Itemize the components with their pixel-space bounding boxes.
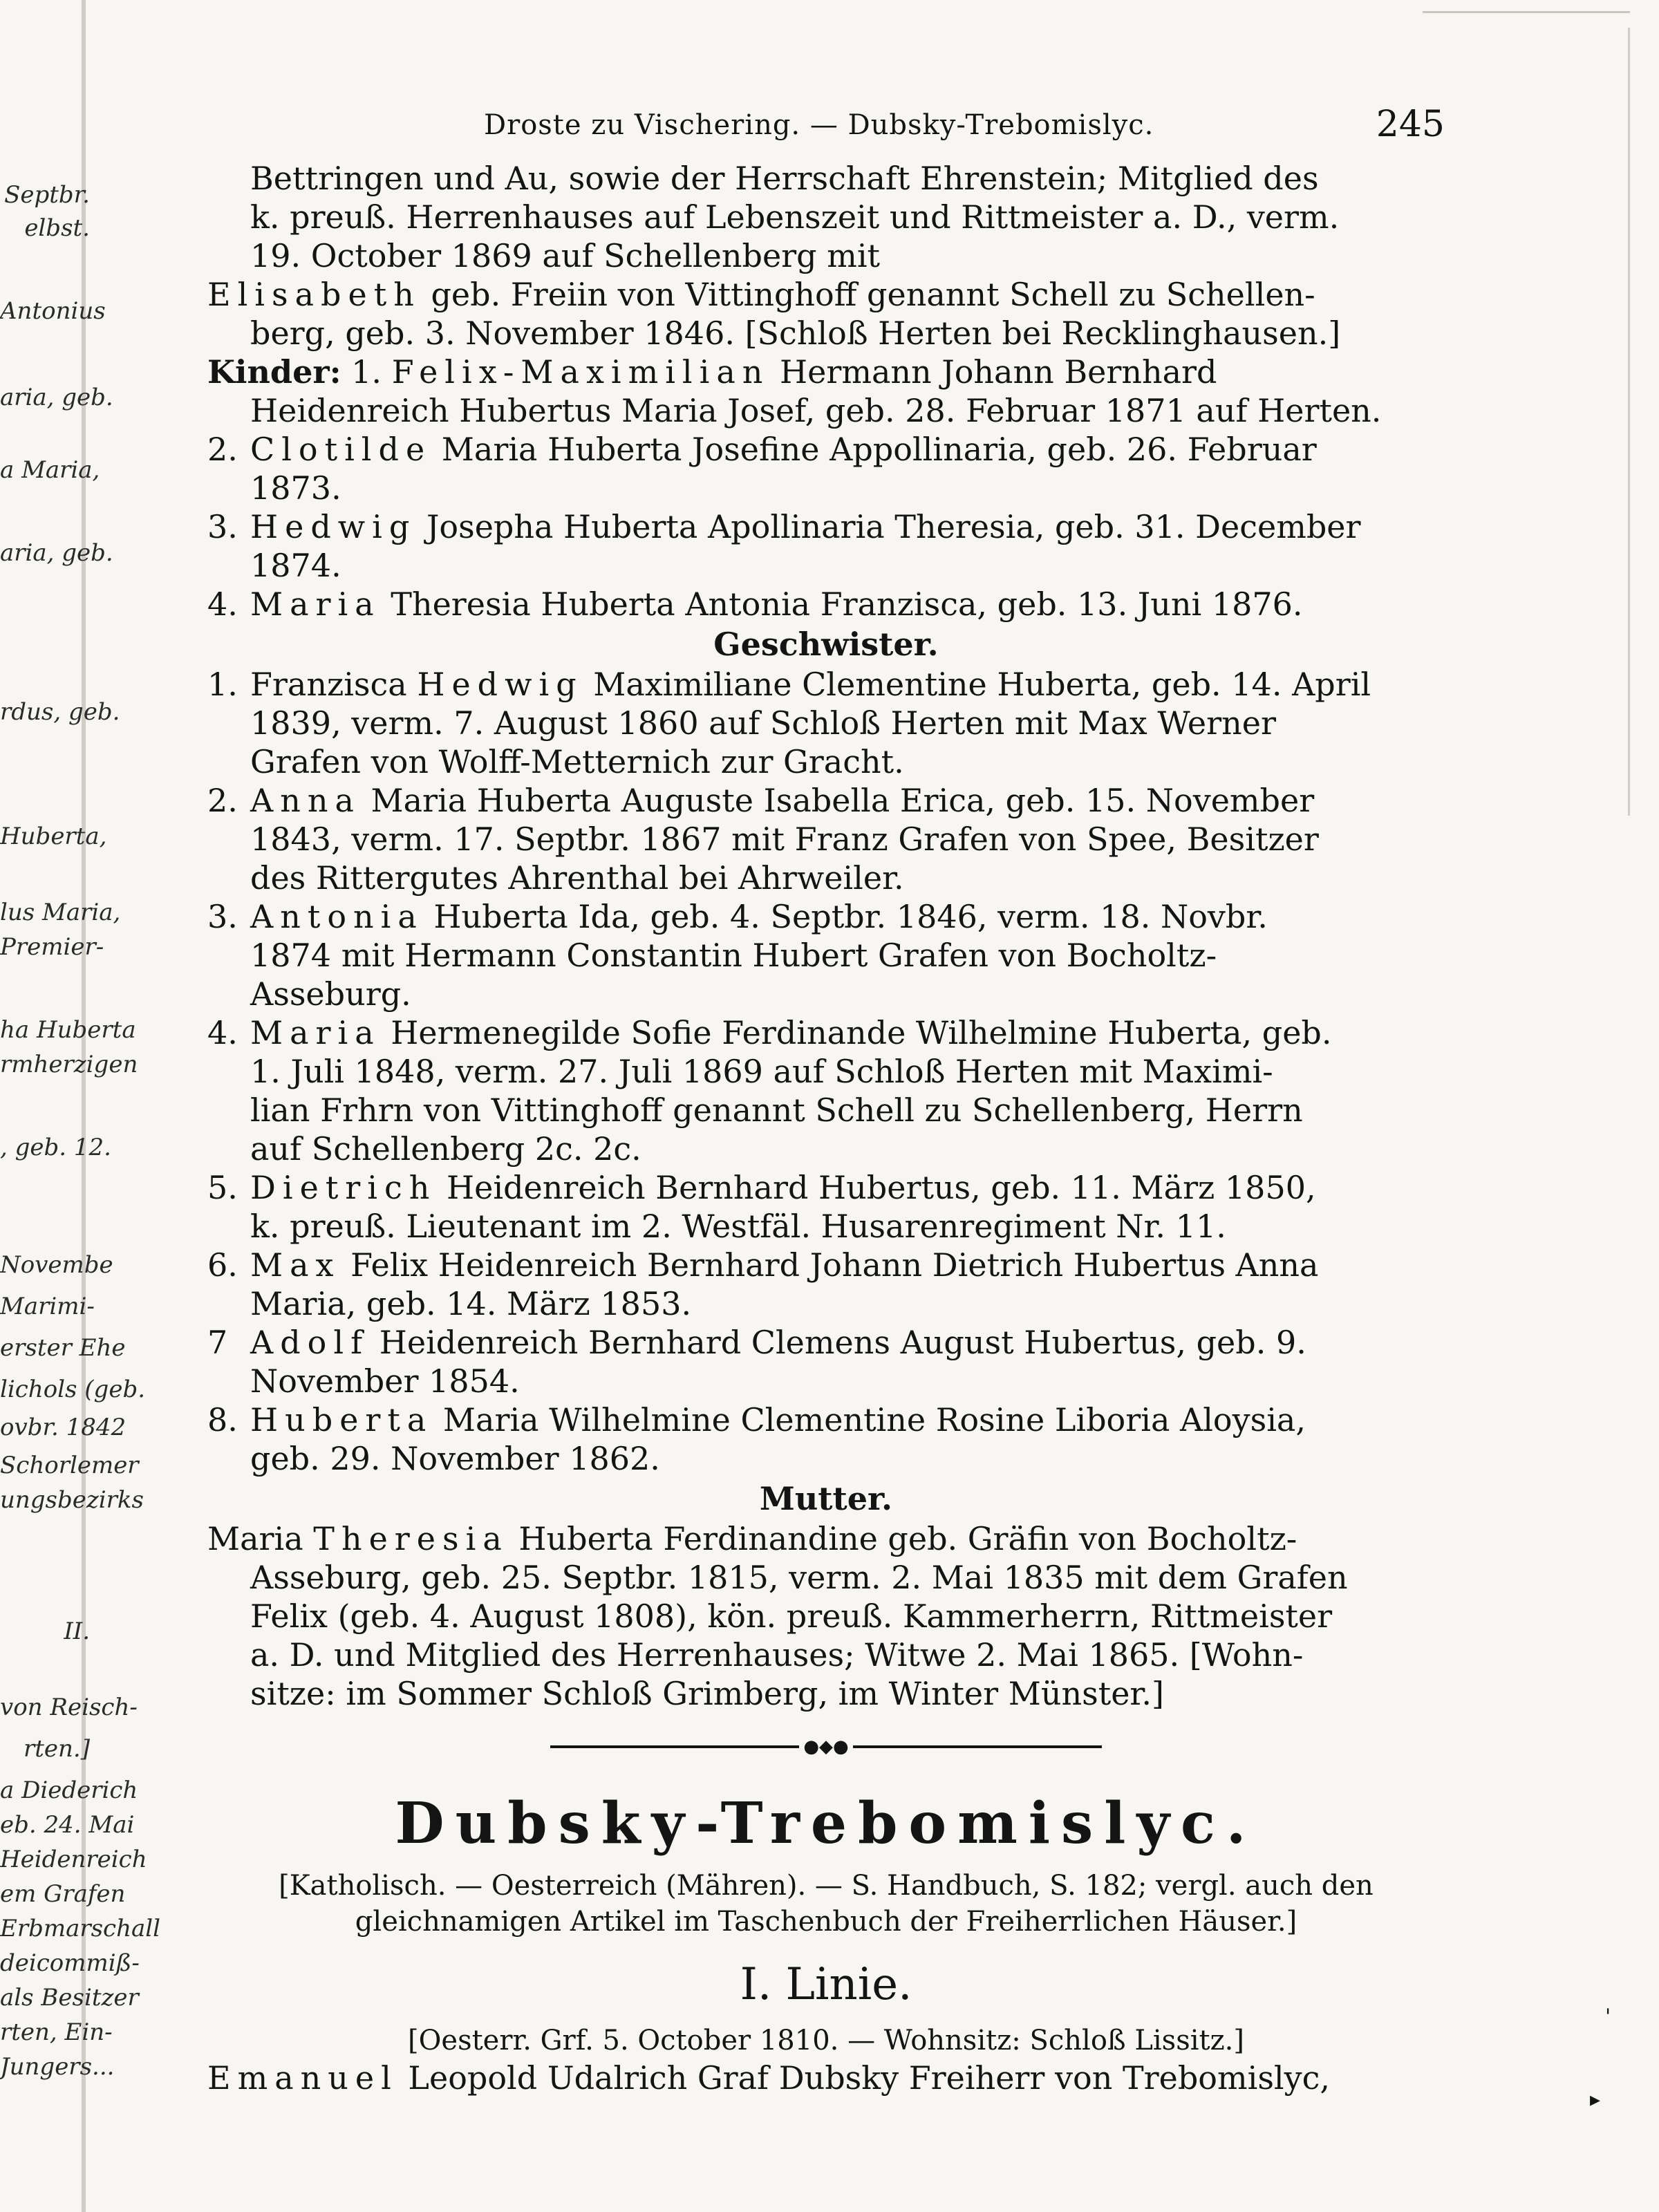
margin-fragment: Jungers...: [0, 2053, 115, 2081]
divider-line: [853, 1745, 1102, 1748]
sibling-name: Antonia: [250, 898, 424, 935]
spouse-text: geb. Freiin von Vittinghoff genannt Schell zu Schellen-: [420, 276, 1315, 313]
margin-fragment: ungsbezirks: [0, 1486, 144, 1514]
text-line: 1. Juli 1848, verm. 27. Juli 1869 auf Schloß Herten mit Maximi-: [250, 1053, 1273, 1090]
section-title: I. Linie.: [740, 1959, 912, 2010]
child-name: Hedwig: [250, 508, 417, 545]
margin-fragment: eb. 24. Mai: [0, 1811, 135, 1839]
text-line: 1874.: [250, 547, 341, 584]
section-divider: [207, 1736, 1445, 1771]
sibling-entry: [207, 1168, 1445, 1246]
text-line: sitze: im Sommer Schloß Grimberg, im Winter Münster.]: [250, 1675, 1164, 1712]
mother-heading: Mutter.: [759, 1480, 893, 1517]
children-label: Kinder:: [207, 353, 341, 391]
child-entry: [207, 507, 1445, 585]
margin-fragment: deicommiß-: [0, 1949, 140, 1977]
mother-text: Huberta Ferdinandine geb. Gräfin von Bocholtz-: [508, 1520, 1297, 1557]
page-number: 245: [1376, 104, 1445, 145]
margin-fragment: lus Maria,: [0, 899, 121, 926]
running-head: Droste zu Vischering. — Dubsky-Trebomislyc.: [484, 109, 1154, 141]
sibling-text: Huberta Ida, geb. 4. Septbr. 1846, verm. 18. Novbr.: [423, 898, 1268, 935]
child-number: 4.: [207, 585, 238, 623]
margin-fragment: Schorlemer: [0, 1452, 139, 1479]
child-name: Maria: [250, 585, 381, 623]
page-header: [207, 104, 1445, 159]
text-line: 19. October 1869 auf Schellenberg mit: [250, 237, 881, 274]
child-text: Theresia Huberta Antonia Franzisca, geb. 13. Juni 1876.: [380, 585, 1303, 623]
sibling-name: Huberta: [250, 1401, 433, 1438]
sibling-text: Maria Huberta Auguste Isabella Erica, geb. 15. November: [360, 782, 1315, 819]
text-line: k. preuß. Herrenhauses auf Lebenszeit und Rittmeister a. D., verm.: [250, 198, 1340, 236]
child-text: Josepha Huberta Apollinaria Theresia, geb. 31. December: [416, 508, 1361, 545]
margin-fragment: Huberta,: [0, 823, 107, 850]
text-line: k. preuß. Lieutenant im 2. Westfäl. Husarenregiment Nr. 11.: [250, 1208, 1226, 1245]
text-line: Grafen von Wolff-Metternich zur Gracht.: [250, 743, 904, 780]
margin-fragment: Marimi-: [0, 1293, 95, 1320]
margin-fragment: lichols (geb.: [0, 1376, 146, 1403]
top-edge-rule: [1423, 11, 1630, 13]
sibling-entry: [207, 1246, 1445, 1323]
sibling-name: Maria: [250, 1014, 381, 1051]
sibling-text: Heidenreich Bernhard Hubertus, geb. 11. März 1850,: [436, 1169, 1316, 1206]
spouse-name: Elisabeth: [207, 276, 421, 313]
mother-entry: [207, 1519, 1445, 1713]
section-note: [Oesterr. Grf. 5. October 1810. — Wohnsitz: Schloß Lissitz.]: [408, 2025, 1244, 2056]
margin-fragment: a Maria,: [0, 456, 100, 484]
text-line: 1839, verm. 7. August 1860 auf Schloß Herten mit Max Werner: [250, 704, 1276, 742]
sibling-entry: [207, 897, 1445, 1013]
margin-fragment: rten, Ein-: [0, 2018, 113, 2046]
child-text: Hermann Johann Bernhard: [769, 353, 1217, 391]
sibling-text: Maximiliane Clementine Huberta, geb. 14. April: [583, 666, 1371, 703]
margin-fragment: Premier-: [0, 933, 104, 961]
sibling-name: Adolf: [250, 1324, 370, 1361]
head-name: Emanuel: [207, 2059, 398, 2097]
sibling-entry: [207, 1013, 1445, 1168]
margin-fragment: aria, geb.: [0, 384, 113, 411]
child-number: 3.: [207, 508, 238, 545]
text-line: berg, geb. 3. November 1846. [Schloß Herten bei Recklinghausen.]: [250, 315, 1341, 352]
sibling-entry: [207, 1323, 1445, 1400]
margin-fragment: Novembe: [0, 1251, 113, 1279]
text-line: Felix (geb. 4. August 1808), kön. preuß. Kammerherrn, Rittmeister: [250, 1597, 1333, 1635]
margin-fragment: elbst.: [24, 214, 90, 242]
sibling-number: 4.: [207, 1014, 238, 1051]
spouse-entry: [207, 275, 1445, 353]
margin-fragment: aria, geb.: [0, 539, 113, 567]
margin-fragment: , geb. 12.: [0, 1134, 111, 1161]
sibling-text: Maria Wilhelmine Clementine Rosine Liboria Aloysia,: [433, 1401, 1306, 1438]
margin-fragment: rmherzigen: [0, 1051, 138, 1078]
sibling-number: 8.: [207, 1401, 238, 1438]
text-line: Asseburg.: [250, 975, 411, 1013]
sibling-name: Max: [250, 1246, 341, 1284]
margin-fragment: II.: [64, 1618, 90, 1645]
text-line: auf Schellenberg 2c. 2c.: [250, 1130, 641, 1168]
divider-ornament-icon: ●◆●: [803, 1736, 849, 1757]
adjacent-page-margin: [0, 0, 161, 2212]
text-line: lian Frhrn von Vittinghoff genannt Schell zu Schellenberg, Herrn: [250, 1091, 1303, 1129]
sibling-entry: [207, 665, 1445, 781]
mother-prefix: Maria: [207, 1520, 314, 1557]
child-number: 1.: [341, 353, 392, 391]
sibling-text: Hermenegilde Sofie Ferdinande Wilhelmine Huberta, geb.: [380, 1014, 1332, 1051]
scan-mark: ': [1605, 2005, 1611, 2029]
sibling-number: 7: [207, 1324, 228, 1361]
mother-name: Theresia: [313, 1520, 509, 1557]
child-entry: [207, 585, 1445, 624]
text-line: 1874 mit Hermann Constantin Hubert Grafen von Bocholtz-: [250, 937, 1217, 974]
margin-fragment: em Grafen: [0, 1880, 126, 1908]
margin-fragment: als Besitzer: [0, 1984, 139, 2012]
entry-intro: [207, 159, 1445, 275]
margin-fragment: erster Ehe: [0, 1334, 126, 1362]
text-line: Asseburg, geb. 25. Septbr. 1815, verm. 2. Mai 1835 mit dem Grafen: [250, 1559, 1348, 1596]
child-number: 2.: [207, 431, 238, 468]
margin-fragment: rdus, geb.: [0, 698, 120, 726]
family-title: Dubsky-Trebomislyc.: [395, 1790, 1257, 1857]
sibling-text: Felix Heidenreich Bernhard Johann Dietrich Hubertus Anna: [340, 1246, 1319, 1284]
text-line: Heidenreich Hubertus Maria Josef, geb. 28. Februar 1871 auf Herten.: [250, 392, 1382, 429]
text-line: Maria, geb. 14. März 1853.: [250, 1285, 692, 1322]
head-text: Leopold Udalrich Graf Dubsky Freiherr von Trebomislyc,: [397, 2059, 1331, 2097]
margin-fragment: von Reisch-: [0, 1694, 138, 1721]
margin-fragment: Erbmarschall: [0, 1915, 161, 1942]
text-line: des Rittergutes Ahrenthal bei Ahrweiler.: [250, 859, 904, 897]
scan-arrow-icon: ▸: [1590, 2088, 1601, 2112]
sibling-entry: [207, 1400, 1445, 1478]
text-line: 1873.: [250, 469, 341, 507]
text-line: Bettringen und Au, sowie der Herrschaft Ehrenstein; Mitglied des: [250, 160, 1319, 197]
child-text: Maria Huberta Josefine Appollinaria, geb. 26. Februar: [431, 431, 1317, 468]
sibling-text: Heidenreich Bernhard Clemens August Hubertus, geb. 9.: [369, 1324, 1306, 1361]
sibling-entry: [207, 781, 1445, 897]
sibling-name: Hedwig: [417, 666, 583, 703]
siblings-heading: Geschwister.: [713, 626, 939, 663]
sibling-name: Anna: [250, 782, 361, 819]
family-head-entry: [207, 2059, 1445, 2097]
text-line: November 1854.: [250, 1362, 520, 1400]
text-line: geb. 29. November 1862.: [250, 1440, 660, 1477]
margin-fragment: Heidenreich: [0, 1846, 147, 1873]
margin-fragment: Antonius: [0, 297, 106, 325]
sibling-number: 5.: [207, 1169, 238, 1206]
child-name: Felix-Maximilian: [391, 353, 770, 391]
siblings-list: [207, 665, 1445, 1478]
right-edge-rule: [1628, 28, 1630, 816]
margin-fragment: ha Huberta: [0, 1016, 136, 1044]
divider-line: [550, 1745, 799, 1748]
sibling-number: 6.: [207, 1246, 238, 1284]
children-list: [207, 353, 1445, 624]
sibling-number: 3.: [207, 898, 238, 935]
margin-fragment: Septbr.: [4, 181, 90, 209]
margin-fragment: a Diederich: [0, 1777, 138, 1804]
family-note: [Katholisch. — Oesterreich (Mähren). — S. Handbuch, S. 182; vergl. auch den: [279, 1870, 1374, 1902]
margin-fragment: rten.]: [23, 1735, 90, 1763]
text-line: 1843, verm. 17. Septbr. 1867 mit Franz Grafen von Spee, Besitzer: [250, 821, 1319, 858]
text-line: a. D. und Mitglied des Herrenhauses; Witwe 2. Mai 1865. [Wohn-: [250, 1636, 1304, 1674]
sibling-name: Dietrich: [250, 1169, 437, 1206]
sibling-number: 1.: [207, 666, 238, 703]
sibling-prefix: Franzisca: [250, 666, 418, 703]
sibling-number: 2.: [207, 782, 238, 819]
margin-fragment: ovbr. 1842: [0, 1414, 126, 1441]
child-entry: [207, 430, 1445, 507]
page-body: [207, 104, 1445, 2097]
family-note: gleichnamigen Artikel im Taschenbuch der Freiherrlichen Häuser.]: [355, 1906, 1297, 1938]
child-name: Clotilde: [250, 431, 432, 468]
